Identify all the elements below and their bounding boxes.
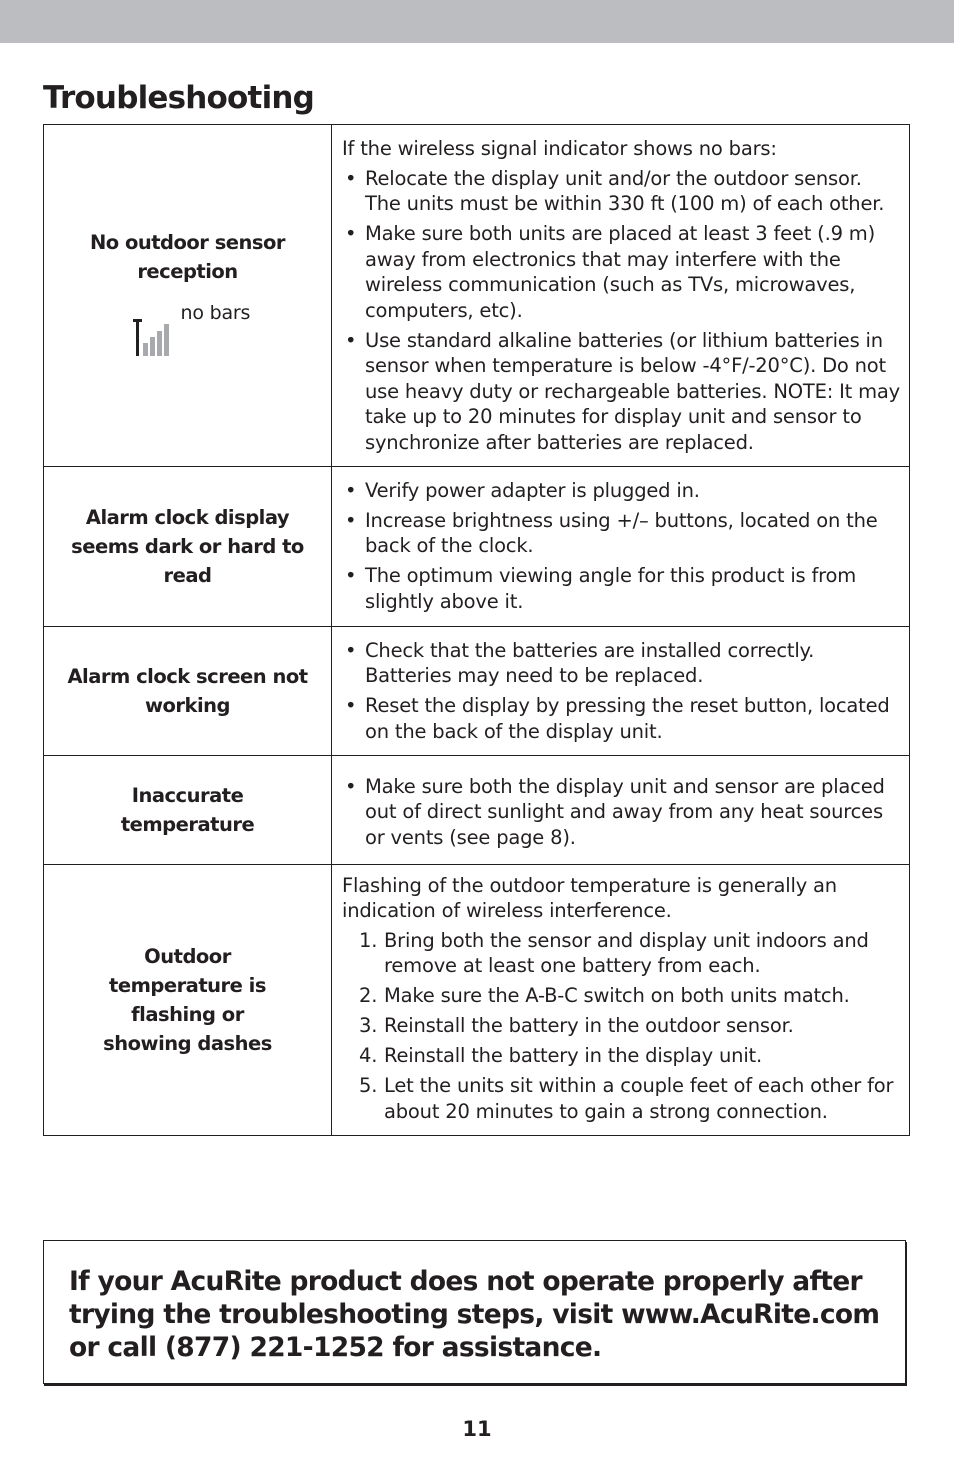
solution-intro: Flashing of the outdoor temperature is generally an indication of wireless interference. — [342, 873, 837, 922]
list-item: • Make sure both units are placed at least 3 feet (.9 m) away from electronics that may interfere with the wireless communication (such as TVs, microwaves, computers, etc). — [342, 221, 901, 323]
solution-list — [342, 166, 901, 456]
problem-cell — [44, 125, 332, 467]
list-item: • Reset the display by pressing the reset button, located on the back of the display unit. — [342, 693, 901, 744]
top-header-band — [0, 0, 954, 43]
step-text: Bring both the sensor and display unit indoors and remove at least one battery from each. — [384, 928, 869, 977]
solution-list — [342, 774, 901, 851]
table-row — [44, 626, 910, 755]
step-text: Reinstall the battery in the outdoor sensor. — [384, 1014, 794, 1037]
troubleshooting-table — [43, 124, 910, 1136]
problem-cell — [44, 626, 332, 755]
solution-cell — [332, 755, 910, 864]
support-callout-text: If your AcuRite product does not operate properly after trying the troubleshooting steps, visit www.AcuRite.com or call (877) 221-1252 for assistance. — [69, 1266, 880, 1363]
list-item: • Relocate the display unit and/or the outdoor sensor. The units must be within 330 ft (100 m) of each other. — [342, 166, 901, 217]
no-bars-label: no bars — [180, 302, 251, 325]
list-item: • Increase brightness using +/– buttons, located on the back of the clock. — [342, 508, 901, 559]
solution-cell — [332, 864, 910, 1135]
list-item — [359, 1043, 901, 1069]
step-text: Make sure the A-B-C switch on both units match. — [384, 984, 850, 1007]
table-row — [44, 864, 910, 1135]
support-callout-box — [43, 1240, 906, 1384]
step-number: 3. — [359, 1014, 378, 1037]
list-item: • Check that the batteries are installed correctly. Batteries may need to be replaced. — [342, 638, 901, 689]
solution-steps — [342, 928, 901, 1125]
problem-text: Inaccurate temperature — [120, 783, 255, 836]
page-title: Troubleshooting — [43, 80, 315, 116]
problem-text: Alarm clock display seems dark or hard to read — [71, 505, 304, 587]
step-number: 1. — [359, 928, 378, 952]
table-row — [44, 125, 910, 467]
list-item — [359, 1013, 901, 1039]
solution-cell — [332, 466, 910, 626]
signal-indicator — [113, 302, 263, 362]
step-text: Reinstall the battery in the display unit. — [384, 1044, 763, 1067]
list-item — [359, 928, 901, 979]
problem-text: No outdoor sensor reception — [89, 231, 286, 284]
page-number: 11 — [462, 1417, 492, 1441]
problem-cell — [44, 864, 332, 1135]
solution-list — [342, 638, 901, 745]
step-number: 5. — [359, 1074, 378, 1097]
table-row — [44, 755, 910, 864]
solution-intro: If the wireless signal indicator shows no bars: — [342, 137, 777, 160]
solution-list — [342, 478, 901, 615]
list-item — [359, 983, 901, 1009]
list-item: • The optimum viewing angle for this product is from slightly above it. — [342, 563, 901, 614]
problem-cell — [44, 755, 332, 864]
problem-text: Alarm clock screen not working — [67, 664, 308, 717]
table-row — [44, 466, 910, 626]
step-number: 4. — [359, 1044, 378, 1067]
list-item: • Make sure both the display unit and sensor are placed out of direct sunlight and away from any heat sources or vents (see page 8). — [342, 774, 901, 851]
problem-text: Outdoor temperature is flashing or showing dashes — [103, 944, 272, 1055]
signal-strength-no-bars-icon — [133, 319, 177, 357]
solution-cell — [332, 626, 910, 755]
solution-cell — [332, 125, 910, 467]
list-item: • Use standard alkaline batteries (or lithium batteries in sensor when temperature is below -4°F/-20°C). Do not use heavy duty or rechargeable batteries. NOTE: It may take up to 20 minutes for display unit and sensor to synchronize after batteries are replaced. — [342, 328, 901, 456]
list-item: • Verify power adapter is plugged in. — [342, 478, 901, 504]
step-number: 2. — [359, 984, 378, 1007]
step-text: Let the units sit within a couple feet of each other for about 20 minutes to gain a strong connection. — [384, 1074, 894, 1123]
list-item — [359, 1073, 901, 1124]
problem-cell — [44, 466, 332, 626]
